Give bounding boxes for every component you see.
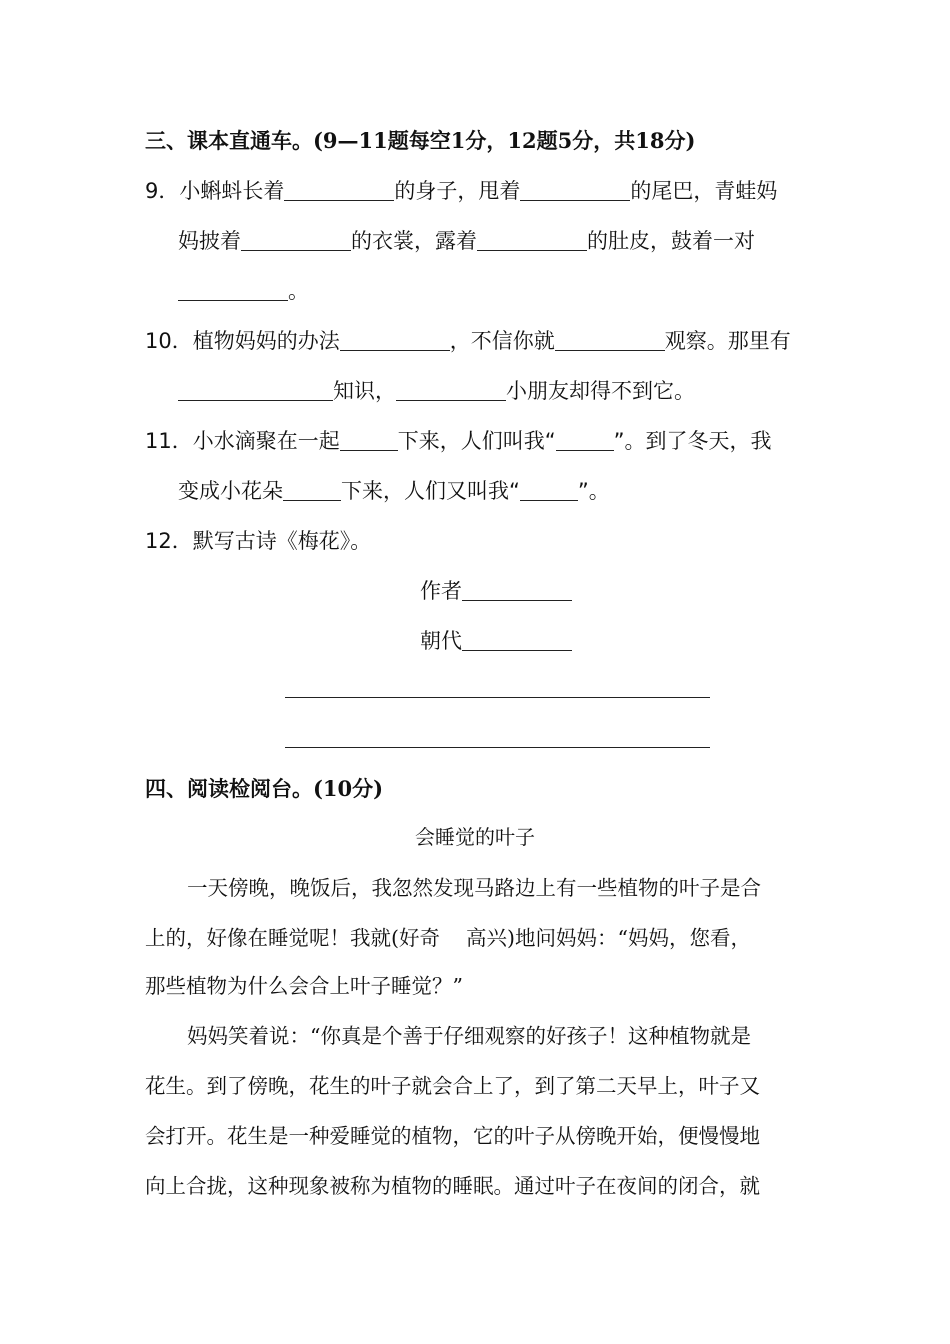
reading-paragraph-2-line3: 会打开。花生是一种爱睡觉的植物，它的叶子从傍晚开始，便慢慢地 [145,1124,760,1148]
question-11-line2: 变成小花朵 下来，人们又叫我“ ”。 [178,479,610,503]
answer-blank[interactable] [340,428,398,451]
poem-line-blank-1[interactable] [285,697,710,698]
answer-blank[interactable] [283,478,341,501]
reading-paragraph-1-line1: 一天傍晚，晚饭后，我忽然发现马路边上有一些植物的叶子是合 [187,876,761,900]
answer-blank[interactable] [284,178,394,201]
author-blank[interactable] [462,578,572,601]
question-number: 11． [145,429,193,453]
question-9-line3: 。 [178,276,309,306]
question-10-line2: 知识， 小朋友却得不到它。 [178,376,695,406]
answer-blank[interactable] [178,278,288,301]
reading-title: 会睡觉的叶子 [415,825,535,849]
section4-heading: 四、阅读检阅台。(10分) [145,776,384,801]
question-10-line1: 10．植物妈妈的办法 ，不信你就 观察。那里有 [145,329,791,353]
poem-dynasty-line: 朝代 [420,626,572,656]
question-9-line1: 9．小蝌蚪长着 的身子，甩着 的尾巴，青蛙妈 [145,179,778,203]
question-11-line1: 11．小水滴聚在一起 下来，人们叫我“ ”。到了冬天，我 [145,429,772,453]
question-number: 10． [145,329,193,353]
answer-blank[interactable] [555,328,665,351]
reading-paragraph-1-line3: 那些植物为什么会合上叶子睡觉？” [145,974,463,998]
answer-blank[interactable] [396,378,506,401]
dynasty-blank[interactable] [462,628,572,651]
question-9-line2: 妈披着 的衣裳，露着 的肚皮，鼓着一对 [178,229,755,253]
reading-paragraph-2-line1: 妈妈笑着说：“你真是个善于仔细观察的好孩子！这种植物就是 [187,1024,751,1048]
choice-option-2[interactable]: 高兴 [466,926,507,950]
answer-blank[interactable] [340,328,450,351]
reading-paragraph-2-line2: 花生。到了傍晚，花生的叶子就会合上了，到了第二天早上，叶子又 [145,1074,760,1098]
poem-line-blank-2[interactable] [285,747,710,748]
answer-blank[interactable] [520,178,630,201]
answer-blank[interactable] [520,478,578,501]
choice-option-1[interactable]: 好奇 [399,926,440,950]
reading-paragraph-1-line2: 上的，好像在睡觉呢！我就(好奇 高兴)地问妈妈：“妈妈，您看， [145,926,751,950]
question-12: 12．默写古诗《梅花》。 [145,529,372,553]
question-number: 9． [145,179,180,203]
answer-blank[interactable] [556,428,614,451]
answer-blank[interactable] [477,228,587,251]
question-number: 12． [145,529,193,553]
answer-blank[interactable] [241,228,351,251]
section3-heading: 三、课本直通车。(9—11题每空1分，12题5分，共18分) [145,128,696,153]
poem-author-line: 作者 [420,576,572,606]
answer-blank[interactable] [178,378,333,401]
reading-paragraph-2-line4: 向上合拢，这种现象被称为植物的睡眠。通过叶子在夜间的闭合，就 [145,1174,760,1198]
